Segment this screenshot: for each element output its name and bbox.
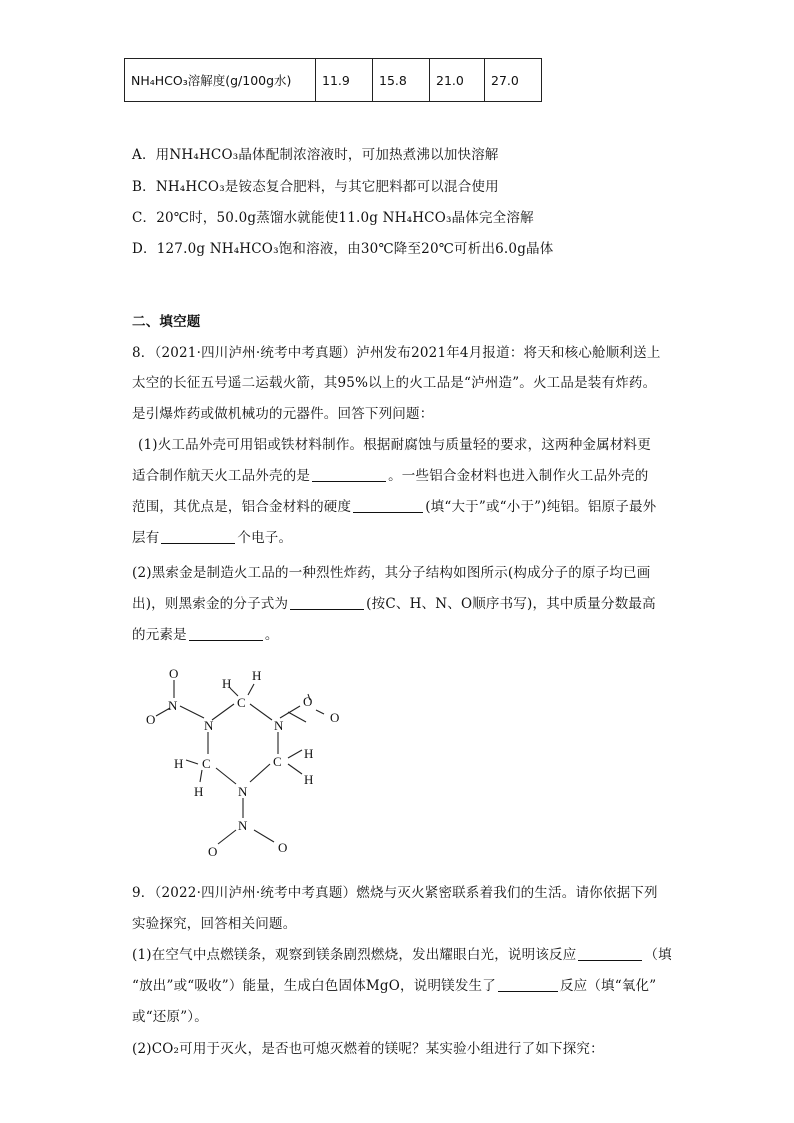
answer-blank[interactable] (189, 626, 263, 641)
atom-label: O (208, 844, 218, 859)
answer-blank[interactable] (498, 977, 558, 992)
molecule-structure-diagram (130, 660, 370, 865)
atom-label: H (194, 784, 204, 799)
q9-part1-text: （填 (644, 947, 672, 963)
atom-label: O (303, 694, 313, 709)
atom-label: N (238, 818, 248, 833)
q9-part1-text: (1)在空气中点燃镁条，观察到镁条剧烈燃烧，发出耀眼白光，说明该反应 (132, 947, 577, 963)
table-cell: 11.9 (316, 59, 373, 102)
answer-blank[interactable] (312, 467, 386, 482)
q8-part2-text: 。 (264, 627, 279, 643)
q9-part1-text: 反应（填“氧化” (559, 978, 657, 994)
q9-line-2: 实验探究，回答相关问题。 (132, 916, 297, 932)
q8-part2-text: (按C、H、N、O顺序书写)，其中质量分数最高 (366, 596, 656, 612)
table-header-cell: NH₄HCO₃溶解度(g/100g水) (125, 59, 316, 102)
atom-label: C (273, 754, 282, 769)
q9-part1-line-2 (132, 974, 656, 994)
atom-label: H (252, 668, 262, 683)
q8-part1-text: 适合制作航天火工品外壳的是 (132, 468, 311, 484)
q8-part2-text: 出)，则黑索金的分子式为 (132, 596, 289, 612)
answer-blank[interactable] (290, 595, 364, 610)
atom-label: O (146, 712, 156, 727)
atom-label: N (204, 718, 214, 733)
q8-part1-text: 层有 (132, 530, 160, 546)
q9-part1-text: “放出”或“吸收”）能量，生成白色固体MgO，说明镁发生了 (132, 978, 496, 994)
q9-part1-line-3: 或“还原”）。 (132, 1009, 208, 1025)
q8-line-2: 太空的长征五号遥二运载火箭，其95%以上的火工品是“泸州造”。火工品是装有炸药。 (132, 375, 657, 391)
table-cell: 15.8 (373, 59, 430, 102)
table-cell: 21.0 (430, 59, 485, 102)
option-c: C．20℃时，50.0g蒸馏水就能使11.0g NH₄HCO₃晶体完全溶解 (132, 210, 534, 226)
atom-label: O (330, 710, 340, 725)
atom-label: N (238, 784, 248, 799)
q9-part1-line-1 (132, 943, 672, 963)
atom-label: H (304, 772, 314, 787)
q9-line-1: 9．（2022·四川泸州·统考中考真题）燃烧与灭火紧密联系着我们的生活。请你依据下列 (132, 885, 658, 901)
q8-part2-line-2 (132, 592, 656, 612)
atom-label: C (237, 695, 246, 710)
atom-label: O (169, 666, 179, 681)
q8-part2-line-1: (2)黑索金是制造火工品的一种烈性炸药，其分子结构如图所示(构成分子的原子均已画 (132, 565, 651, 581)
table-cell: 27.0 (485, 59, 542, 102)
q8-part1-text: (填“大于”或“小于”)纯铝。铝原子最外 (425, 499, 657, 515)
option-d: D．127.0g NH₄HCO₃饱和溶液，由30℃降至20℃可析出6.0g晶体 (132, 241, 554, 257)
q8-part2-text: 的元素是 (132, 627, 187, 643)
q8-part1-line-2 (132, 464, 648, 484)
atom-label: N (274, 718, 284, 733)
answer-blank[interactable] (353, 498, 423, 513)
answer-blank[interactable] (578, 946, 642, 961)
solubility-table (124, 58, 542, 102)
table-row (125, 59, 542, 102)
atom-label: N (168, 698, 178, 713)
section-title: 二、填空题 (132, 314, 201, 330)
q9-part2-line-1: (2)CO₂可用于灭火，是否也可熄灭燃着的镁呢？某实验小组进行了如下探究： (132, 1041, 604, 1057)
q8-part1-text: 个电子。 (237, 530, 293, 546)
q8-part1-line-4 (132, 526, 292, 546)
q8-part1-line-1: (1)火工品外壳可用铝或铁材料制作。根据耐腐蚀与质量轻的要求，这两种金属材料更 (138, 437, 651, 453)
q8-part1-text: 。一些铝合金材料也进入制作火工品外壳的 (388, 468, 649, 484)
q8-part2-line-3 (132, 623, 279, 643)
atom-label: O (278, 840, 288, 855)
answer-blank[interactable] (161, 529, 235, 544)
option-b: B．NH₄HCO₃是铵态复合肥料，与其它肥料都可以混合使用 (132, 179, 499, 195)
atom-label: H (174, 756, 184, 771)
q8-line-3: 是引爆炸药或做机械功的元器件。回答下列问题： (132, 406, 434, 422)
q8-part1-text: 范围，其优点是，铝合金材料的硬度 (132, 499, 352, 515)
option-a: A．用NH₄HCO₃晶体配制浓溶液时，可加热煮沸以加快溶解 (132, 147, 499, 163)
q8-line-1: 8．（2021·四川泸州·统考中考真题）泸州发布2021年4月报道：将天和核心舱顺利送上 (132, 345, 661, 361)
atom-label: H (304, 746, 314, 761)
atom-label: H (222, 676, 232, 691)
q8-part1-line-3 (132, 495, 656, 515)
atom-label: C (202, 756, 211, 771)
